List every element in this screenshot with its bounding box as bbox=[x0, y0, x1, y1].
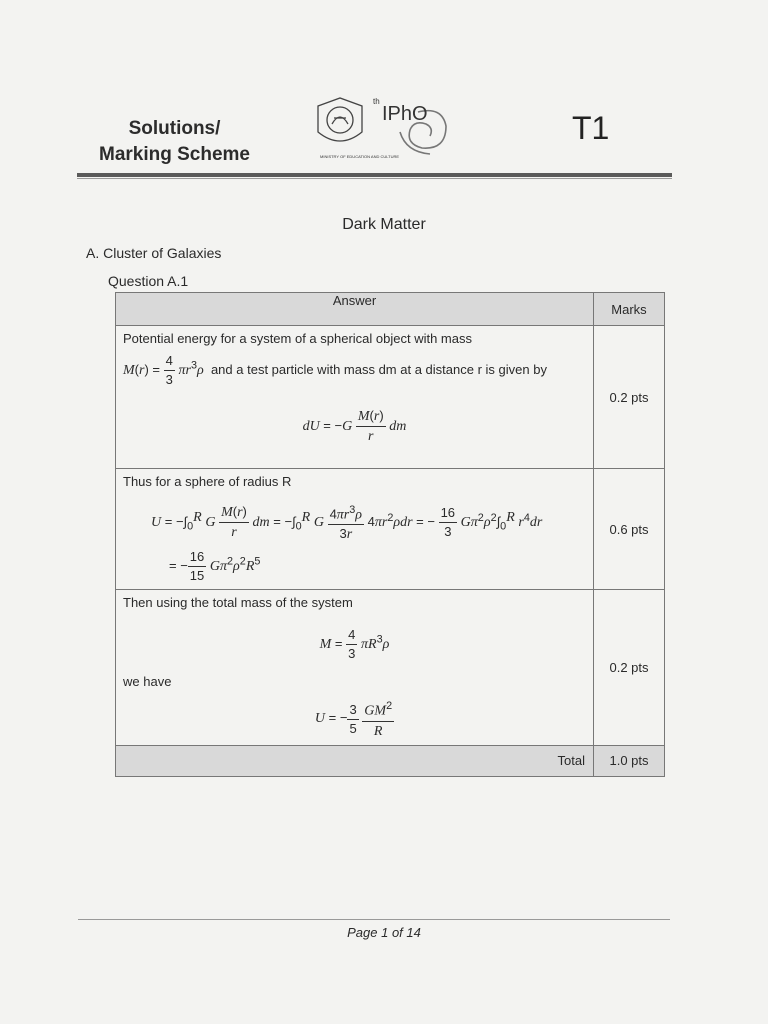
header-title bbox=[92, 116, 257, 168]
header-divider-thin bbox=[77, 178, 672, 179]
task-code: T1 bbox=[572, 110, 610, 146]
marks-column-header: Marks bbox=[594, 293, 665, 326]
ministry-text: MINISTRY OF EDUCATION AND CULTURE bbox=[320, 154, 400, 159]
row3-text1: Then using the total mass of the system bbox=[123, 595, 353, 611]
header-title-line1: Solutions/ bbox=[128, 118, 221, 139]
footer-divider bbox=[78, 919, 670, 920]
table-row bbox=[116, 590, 665, 745]
header-divider bbox=[77, 173, 672, 177]
ipho-logo bbox=[310, 92, 470, 164]
section-heading: A. Cluster of Galaxies bbox=[86, 245, 222, 261]
ministry-emblem-icon bbox=[310, 92, 470, 164]
question-heading: Question A.1 bbox=[108, 273, 189, 289]
row3-text2: we have bbox=[123, 674, 172, 690]
total-row bbox=[116, 745, 665, 776]
row1-text1: Potential energy for a system of a spherical object with mass bbox=[123, 331, 472, 346]
row1-mass-line: M(r) = $\frac{4}{3}$ $\pi r^3\rho$ and a test particle with mass dm at a distance r is given by bbox=[123, 353, 547, 387]
header-title-line2: Marking Scheme bbox=[99, 144, 250, 165]
row2-marks: 0.6 pts bbox=[594, 469, 665, 590]
table-header-row bbox=[116, 293, 665, 326]
table-row bbox=[116, 326, 665, 469]
total-label: Total bbox=[116, 745, 594, 776]
document-title: Dark Matter bbox=[342, 216, 426, 233]
row3-mass-equation: M = $\frac{4}{3}$ $\pi R^3\rho$ bbox=[319, 627, 390, 662]
row3-marks: 0.2 pts bbox=[594, 590, 665, 745]
logo-superscript: th bbox=[373, 97, 380, 106]
answer-column-header: Answer bbox=[116, 293, 594, 326]
table-row bbox=[116, 469, 665, 590]
row1-equation: dU = −G $\frac{M(r)}{r}$ dm bbox=[302, 408, 407, 444]
page-number: Page 1 of 14 bbox=[347, 925, 421, 940]
row1-marks: 0.2 pts bbox=[594, 326, 665, 469]
row2-equation1: $U = -\int_0^R$ G $\frac{M(r)}{r}$ dm = $-\int_0^R$ G $\frac{4\pi r^3\rho}{3r}$ $4\pi r^2\rho dr$ = − $\frac{16}{3}$ $G\pi^2\rho^2\int_0^R$ $r^4dr$ bbox=[151, 501, 586, 544]
row2-equation2: = − $\frac{16}{15}$ $G\pi^2\rho^2R^5$ bbox=[169, 549, 261, 584]
answer-table bbox=[115, 292, 665, 777]
row1-text2: and a test particle with mass dm at a distance r is given by bbox=[210, 361, 547, 377]
row2-text1: Thus for a sphere of radius R bbox=[123, 474, 292, 489]
total-value: 1.0 pts bbox=[594, 745, 665, 776]
logo-text: IPhO bbox=[382, 103, 428, 125]
row3-energy-equation: U = − $\frac{3}{5}$ $\frac{GM^2}{R}$ bbox=[123, 697, 586, 740]
